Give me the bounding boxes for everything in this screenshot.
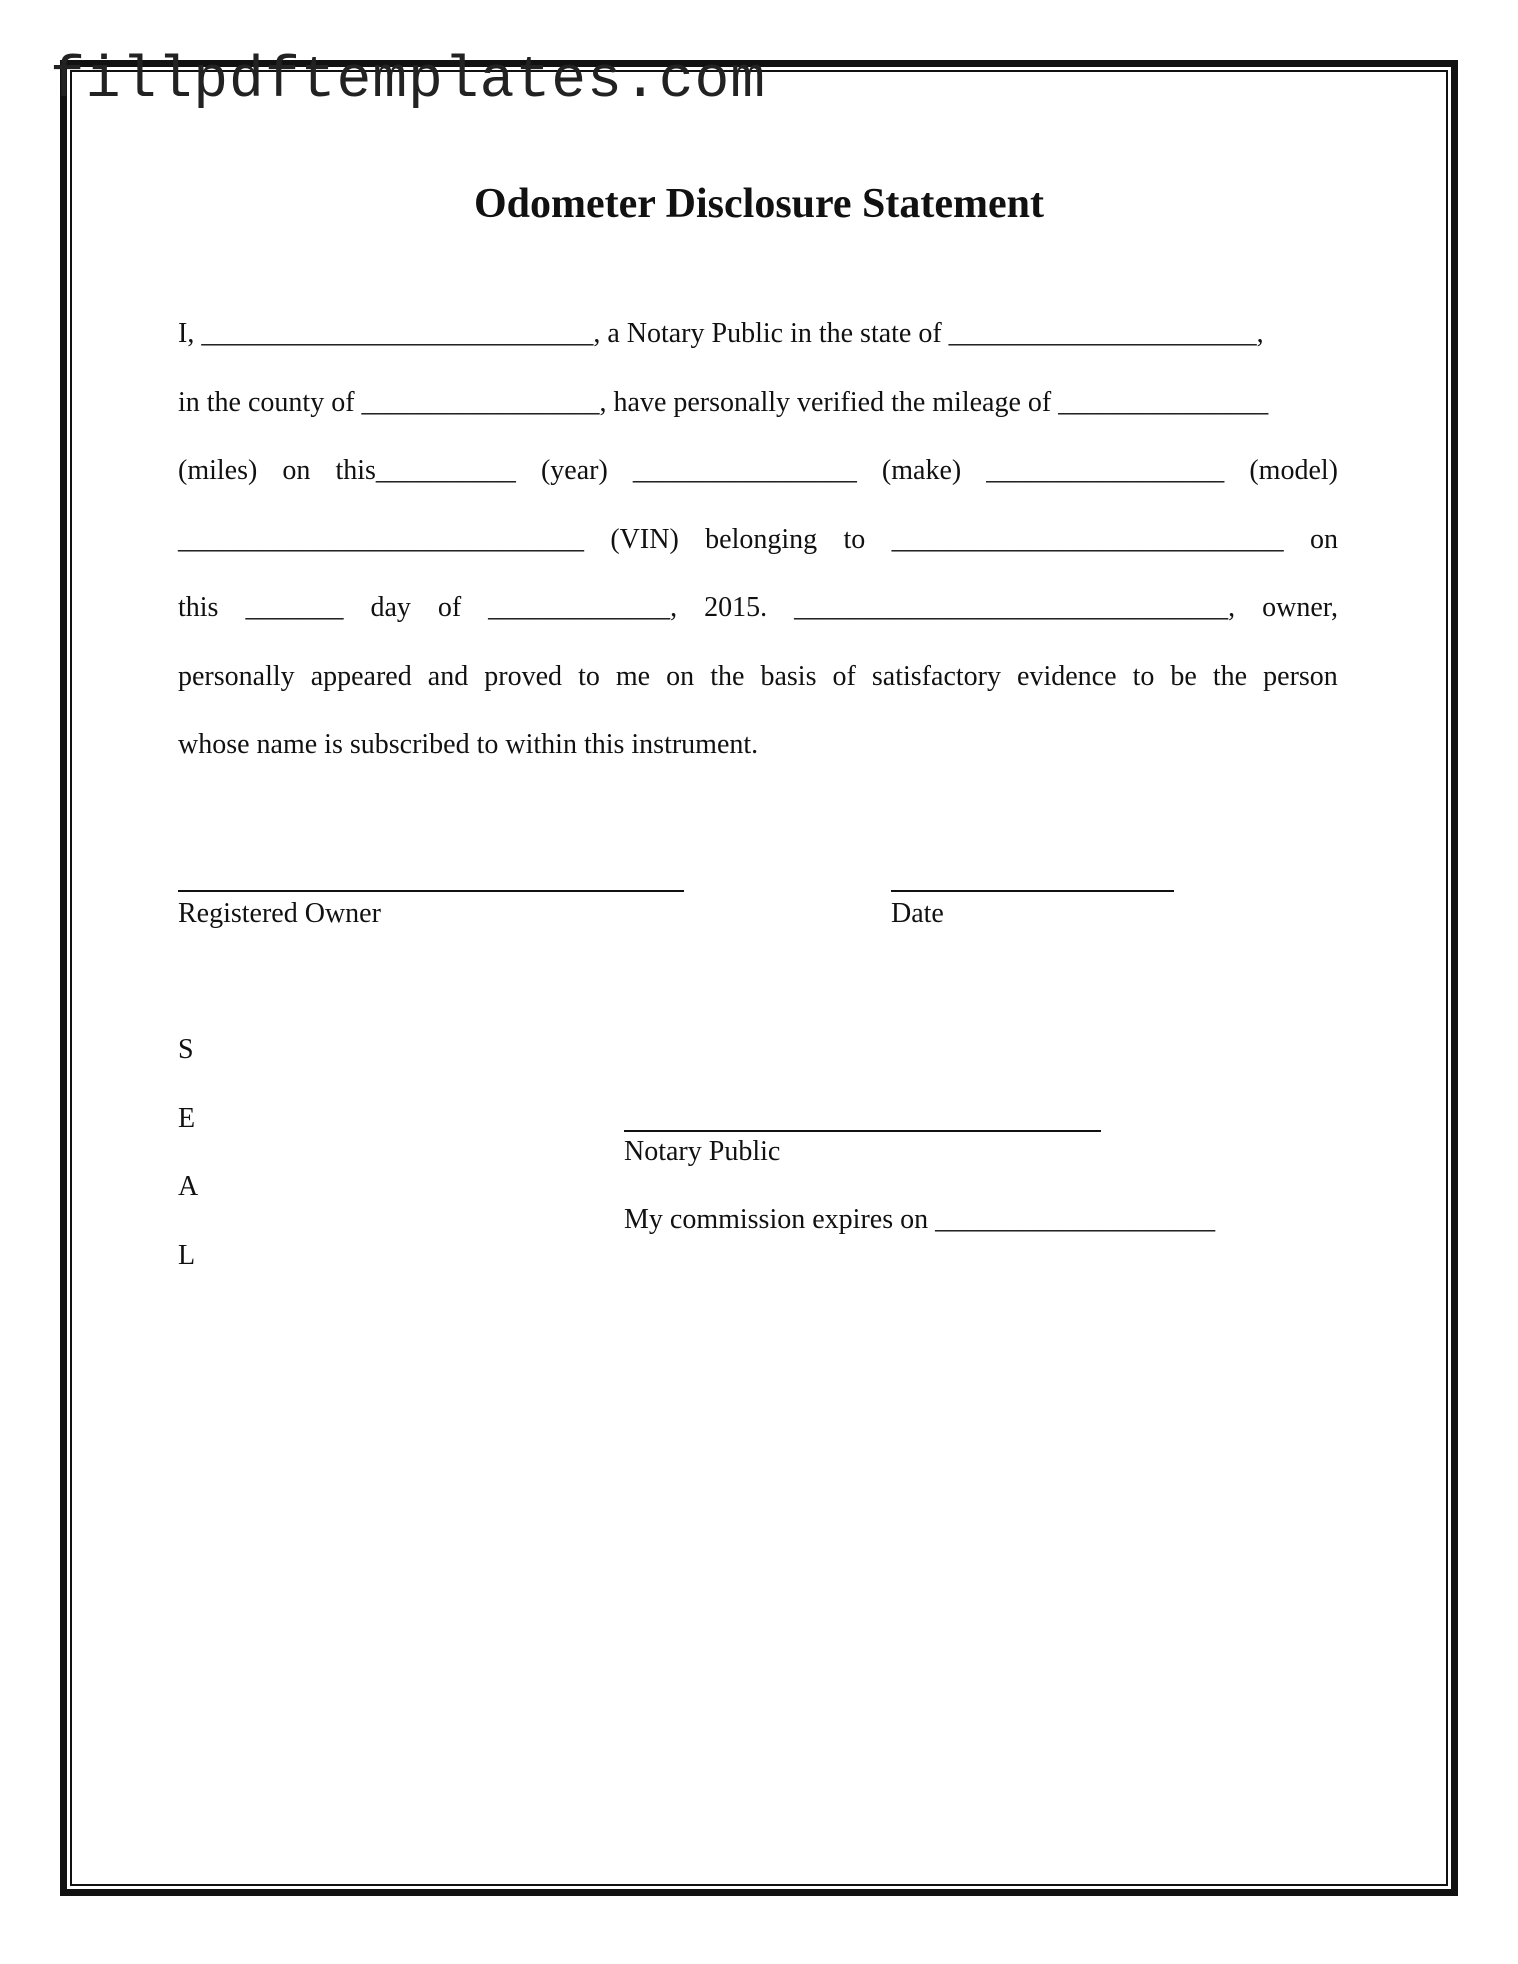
registered-owner-label: Registered Owner <box>178 898 381 929</box>
make-blank: ________________ <box>632 455 857 486</box>
statement-paragraph <box>178 300 1338 780</box>
word: on <box>282 455 311 486</box>
paragraph-line-4 <box>178 506 1338 575</box>
date-label: Date <box>891 898 944 929</box>
word: evidence <box>1017 660 1117 692</box>
paragraph-line-text: whose name is subscribed to within this instrument. <box>178 729 759 760</box>
word: to <box>843 523 866 555</box>
word: belonging <box>705 523 818 555</box>
word: the <box>710 660 745 692</box>
word: (miles) <box>178 455 258 486</box>
word: of <box>437 592 462 623</box>
word: this <box>178 592 219 623</box>
word: (model) <box>1249 455 1338 486</box>
owner-blank: ____________________________ <box>891 523 1284 555</box>
word: the <box>1212 660 1248 692</box>
paragraph-line-6 <box>178 643 1338 712</box>
word: me <box>615 660 651 692</box>
paragraph-line-text: I, ____________________________, a Notary Public in the state of ______________________, <box>178 318 1264 349</box>
word: satisfactory <box>871 660 1001 692</box>
word: to <box>1132 660 1155 692</box>
owner-name-blank: _______________________________, <box>794 592 1236 623</box>
word: proved <box>484 660 563 692</box>
word: (VIN) <box>610 523 679 555</box>
year-blank: this__________ <box>335 455 516 486</box>
word: be <box>1170 660 1197 692</box>
month-blank: _____________, <box>488 592 678 623</box>
paragraph-line-text: in the county of _________________, have personally verified the mileage of _______________ <box>178 386 1269 418</box>
commission-expires-text: My commission expires on ____________________ <box>624 1204 1216 1235</box>
seal-letter: L <box>178 1240 196 1271</box>
watermark: fillpdftemplates.com <box>50 49 767 114</box>
registered-owner-signature-line <box>178 890 684 892</box>
word: on <box>1310 523 1338 555</box>
paragraph-line-5 <box>178 574 1338 643</box>
year-value: 2015. <box>704 592 768 623</box>
vin-blank: _____________________________ <box>178 523 584 555</box>
paragraph-line-7 <box>178 711 1338 780</box>
seal-letter: S <box>178 1034 194 1065</box>
paragraph-line-2 <box>178 369 1338 438</box>
day-blank: _______ <box>245 592 344 623</box>
word: owner, <box>1262 592 1338 623</box>
seal-letter: A <box>178 1171 199 1202</box>
word: day <box>370 592 411 623</box>
notary-public-label: Notary Public <box>624 1136 781 1167</box>
document-title: Odometer Disclosure Statement <box>474 181 1044 227</box>
word: basis <box>760 660 817 692</box>
word: person <box>1263 660 1338 692</box>
date-signature-line <box>891 890 1174 892</box>
word: of <box>832 660 856 692</box>
seal-letter: E <box>178 1103 196 1134</box>
word: on <box>666 660 695 692</box>
word: to <box>578 660 600 692</box>
word: and <box>427 660 469 692</box>
word: (make) <box>881 455 962 486</box>
model-blank: _________________ <box>986 455 1225 486</box>
word: personally <box>178 660 295 692</box>
notary-signature-line <box>624 1130 1101 1132</box>
word: appeared <box>310 660 412 692</box>
word: (year) <box>540 455 608 486</box>
paragraph-line-3 <box>178 437 1338 506</box>
paragraph-line-1 <box>178 300 1338 369</box>
